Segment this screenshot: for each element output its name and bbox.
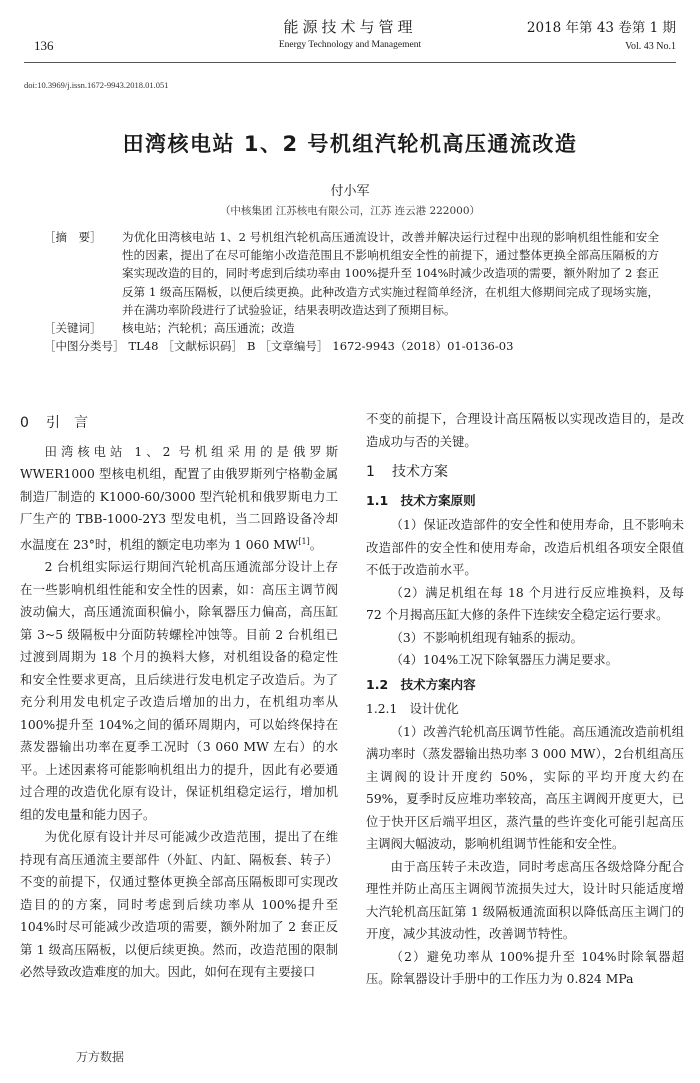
doc-label: ［文献标识码］	[162, 339, 243, 354]
classification	[44, 337, 659, 355]
section-number: 0	[20, 415, 29, 431]
section-title: 技术方案	[392, 464, 448, 480]
keywords-label: ［关键词］	[44, 321, 102, 336]
subsection-heading: 1.1 技术方案原则	[366, 492, 476, 508]
paragraph: （2）满足机组在每 18 个月进行反应堆换料，及每 72 个月揭高压缸大修的条件下连续安全稳定运行要求。	[366, 585, 684, 622]
paragraph: （3）不影响机组现有轴系的振动。	[390, 630, 583, 645]
paragraph: （2）避免功率从 100%提升至 104%时除氧器超压。除氧器设计手册中的工作压力为 0.824 MPa	[366, 949, 684, 986]
right-column	[366, 408, 684, 991]
doi: doi:10.3969/j.issn.1672-9943.2018.01.051	[24, 80, 169, 90]
paragraph: （1）保证改造部件的安全性和使用寿命，且不影响未改造部件的安全性和使用寿命，改造后机组各项安全限值不低于改造前水平。	[366, 518, 684, 577]
section-heading-technical-plan	[366, 461, 684, 484]
header-divider	[24, 62, 676, 63]
section-number: 1	[366, 464, 375, 480]
clc-value: TL48	[128, 339, 159, 354]
abstract	[44, 228, 659, 319]
article-title: 田湾核电站 1、2 号机组汽轮机高压通流改造	[122, 132, 578, 156]
clc-label: ［中图分类号］	[44, 339, 125, 354]
doc-value: B	[246, 339, 256, 354]
affiliation: （中核集团 江苏核电有限公司，江苏 连云港 222000）	[219, 205, 481, 217]
paragraph: 为优化原有设计并尽可能减少改造范围，提出了在维持现有高压通流主要部件（外缸、内缸、隔板套、转子）不变的前提下，仅通过整体更换全部高压隔板即可实现改造目的的方案，同时考虑到后续功率从 100%提升至 104%时尽可能减少改造项的需要，额外附加了 2 套正反第 1 级高压隔板，以便后续更换。然而，改造范围的限制必然导致改造难度的加大。因此，如何在现有主要接口	[20, 830, 338, 980]
issue-en: Vol. 43 No.1	[625, 41, 676, 52]
page-number: 136	[34, 38, 54, 53]
paragraph-end: 。	[309, 537, 323, 552]
issue-info	[527, 16, 676, 52]
subsection-heading: 1.2 技术方案内容	[366, 676, 476, 692]
watermark: 万方数据	[76, 1050, 125, 1064]
abstract-label: ［摘 要］	[44, 230, 102, 244]
journal-title-en: Energy Technology and Management	[278, 40, 422, 50]
keywords-text: 核电站；汽轮机；高压通流；改造	[122, 321, 295, 336]
subsubsection-heading: 1.2.1 设计优化	[366, 702, 459, 716]
left-column	[20, 408, 338, 984]
keywords	[44, 319, 659, 337]
article-value: 1672-9943（2018）01-0136-03	[332, 339, 514, 354]
abstract-block	[44, 228, 659, 355]
paragraph	[20, 441, 338, 557]
section-heading-introduction	[20, 412, 338, 435]
section-title: 引 言	[46, 415, 88, 431]
paragraph: （4）104%工况下除氧器压力满足要求。	[390, 653, 619, 667]
article-label: ［文章编号］	[259, 339, 329, 354]
abstract-text: 为优化田湾核电站 1、2 号机组汽轮机高压通流设计，改善并解决运行过程中出现的影响机组性能和安全性的因素，提出了在尽可能缩小改造范围且不影响机组安全性的前提下，通过整体更换全部高压隔板的方案实现改造的目的，同时考虑到后续功率由 100%提升至 104%时减少改造项的需要，额外附加了 2 套正反第 1 级高压隔板，以便后续更换。此种改造方式实施过程简单经济，在机组大修期间完成了现场实施，并在满功率阶段进行了试验验证，结果表明改造达到了预期目标。	[122, 230, 659, 317]
journal-title-cn: 能源技术与管理	[283, 18, 417, 36]
paragraph-text: 田湾核电站 1、2 号机组采用的是俄罗斯 WWER1000 型核电机组，配置了由俄罗斯列宁格勒金属制造厂制造的 K1000-60/3000 型汽轮机和俄罗斯电力工厂生产的 TBB-1000-2Y3 型发电机，当二回路设备冷却水温度在 23°时，机组的额定电功率为 1 060 MW	[20, 444, 338, 552]
journal-title	[240, 16, 460, 50]
issue-cn: 2018 年第 43 卷第 1 期	[526, 20, 676, 36]
citation-ref: [1]	[298, 536, 310, 546]
paragraph: 2 台机组实际运行期间汽轮机高压通流部分设计上存在一些影响机组性能和安全性的因素，如：高压主调节阀波动偏大，高压通流面积偏小，除氧器压力偏高，高压缸第 3~5 级隔板中分面防转螺栓冲蚀等。目前 2 台机组已过渡到周期为 18 个月的换料大修，对机组设备的稳定性和安全性要求更高，且后续进行发电机定子改造后。为了充分利用发电机定子改造后增加的出力，在机组功率从 100%提升至 104%之间的循环周期内，可以始终保持在蒸发器输出功率在夏季工况时（3 060 MW 左右）的水平。上述因素将可能影响机组出力的提升，因此有必要通过合理的改造优化原有设计，保证机组稳定运行，增加机组的发电量和能力因子。	[20, 560, 338, 822]
author: 付小军	[330, 184, 370, 199]
paragraph-continued: 不变的前提下，合理设计高压隔板以实现改造目的，是改造成功与否的关键。	[366, 412, 684, 449]
paragraph: （1）改善汽轮机高压调节性能。高压通流改造前机组满功率时（蒸发器输出热功率 3 000 MW），2台机组高压主调阀的设计开度约 50%，实际的平均开度大约在 59%，夏季时反应堆功率较高，高压主调阀开度更大，已位于快开区后端平坦区，蒸汽量的些许变化可能引起高压主调阀大幅波动，影响机组调节性能和安全性。	[366, 724, 684, 851]
paragraph: 由于高压转子未改造，同时考虑高压各级焓降分配合理性并防止高压主调阀节流损失过大，设计时只能适度增大汽轮机高压缸第 1 级隔板通流面积以降低高压主调门的开度，减少其波动性，改善调节特性。	[366, 859, 684, 941]
